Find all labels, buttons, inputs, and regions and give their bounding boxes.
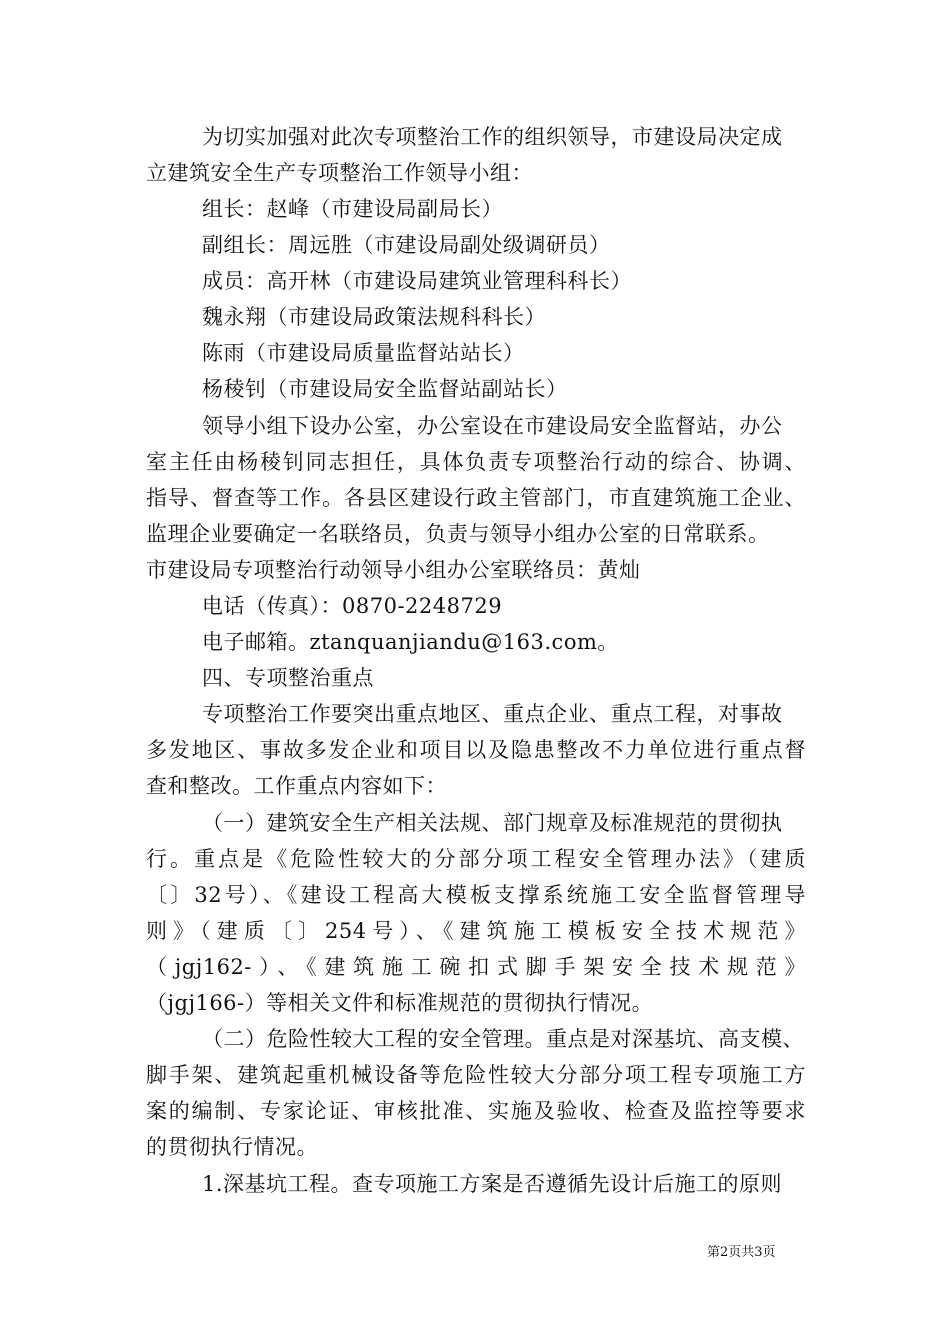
paragraph-line: 多发地区、事故多发企业和项目以及隐患整改不力单位进行重点督 [146,738,806,762]
paragraph-line: 的贯彻执行情况。 [146,1135,318,1159]
paragraph-line: 领导小组下设办公室，办公室设在市建设局安全监督站，办公 [202,414,783,438]
paragraph-line: 市建设局专项整治行动领导小组办公室联络员：黄灿 [146,558,641,582]
paragraph-line: 陈雨（市建设局质量监督站站长） [202,341,525,365]
paragraph-line: 杨稜钊（市建设局安全监督站副站长） [202,377,568,401]
paragraph-line: 1.深基坑工程。查专项施工方案是否遵循先设计后施工的原则 [202,1172,783,1196]
paragraph-line: （jgj162-）、《建筑施工碗扣式脚手架安全技术规范》 [146,955,806,979]
paragraph-line: 专项整治工作要突出重点地区、重点企业、重点工程，对事故 [202,702,783,726]
paragraph-line: （二）危险性较大工程的安全管理。重点是对深基坑、高支模、 [202,1027,804,1051]
paragraph-line: 行。重点是《危险性较大的分部分项工程安全管理办法》（建质 [146,847,806,871]
paragraph-line: 指导、督查等工作。各县区建设行政主管部门，市直建筑施工企业、 [146,486,806,510]
page-number: 第2页共3页 [707,1245,776,1260]
section-heading: 四、专项整治重点 [202,666,374,690]
paragraph-line: 副组长：周远胜（市建设局副处级调研员） [202,233,611,257]
contact-email: 电子邮箱。ztanquanjiandu@163.com。 [202,630,619,654]
paragraph-line: 查和整改。工作重点内容如下： [146,774,447,798]
paragraph-line: 脚手架、建筑起重机械设备等危险性较大分部分项工程专项施工方 [146,1063,806,1087]
paragraph-line: 案的编制、专家论证、审核批准、实施及验收、检查及监控等要求 [146,1099,806,1123]
paragraph-line: 室主任由杨稜钊同志担任，具体负责专项整治行动的综合、协调、 [146,450,806,474]
paragraph-line: 成员：高开林（市建设局建筑业管理科科长） [202,269,632,293]
paragraph-line: 立建筑安全生产专项整治工作领导小组： [146,161,533,185]
paragraph-line: 组长：赵峰（市建设局副局长） [202,197,503,221]
contact-phone: 电话（传真）：0870-2248729 [202,594,503,618]
paragraph-line: （jgj166-）等相关文件和标准规范的贯彻执行情况。 [146,991,654,1015]
paragraph-line: 〔〕32号）、《建设工程高大模板支撑系统施工安全监督管理导 [146,883,806,907]
paragraph-line: 监理企业要确定一名联络员，负责与领导小组办公室的日常联系。 [146,522,770,546]
paragraph-line: 为切实加强对此次专项整治工作的组织领导，市建设局决定成 [202,125,783,149]
paragraph-line: 则》（建质〔〕254号）、《建筑施工模板安全技术规范》 [146,919,806,943]
paragraph-line: 魏永翔（市建设局政策法规科科长） [202,305,546,329]
paragraph-line: （一）建筑安全生产相关法规、部门规章及标准规范的贯彻执 [202,811,783,835]
